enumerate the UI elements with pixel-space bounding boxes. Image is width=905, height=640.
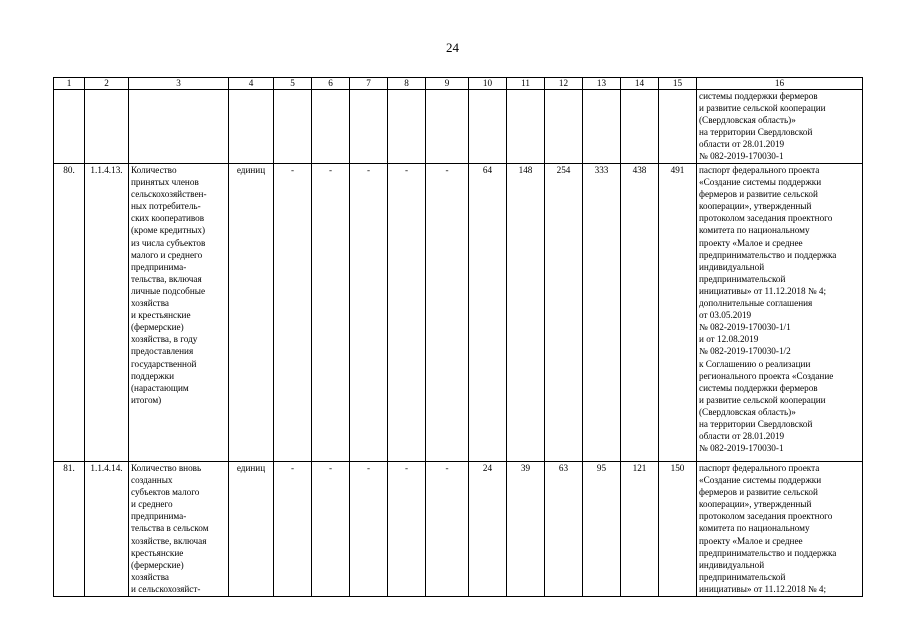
indicator-name-cell: Количество принятых членов сельскохозяйствен- ных потребитель- ских кооперативов (кроме кредитных) из числа субъектов малого и среднего предпринима- тельства, включая личные подсобные хозяйства и крестьянские (фермерские) хозяйства, в году предоставления государственной поддержки (нарастающим итогом) [129,164,229,462]
value-cell: - [312,462,350,597]
column-header: 14 [621,78,659,90]
column-header: 5 [274,78,312,90]
table-cell [469,90,507,164]
table-cell [129,90,229,164]
value-cell: 64 [469,164,507,462]
source-document-cell: системы поддержки фермеров и развитие сельской кооперации (Свердловская область)» на территории Свердловской области от 28.01.2019 № 082-2019-170030-1 [697,90,863,164]
value-cell: 63 [545,462,583,597]
table-cell [659,90,697,164]
value-cell: - [388,462,426,597]
table-cell [426,90,469,164]
value-cell: - [426,462,469,597]
table-row [54,90,863,164]
value-cell: - [350,462,388,597]
value-cell: - [274,164,312,462]
table-cell [312,90,350,164]
column-header: 8 [388,78,426,90]
row-number-cell: 80. [54,164,85,462]
column-header: 15 [659,78,697,90]
data-table [53,77,863,597]
unit-cell: единиц [229,462,274,597]
table-cell [350,90,388,164]
column-header: 16 [697,78,863,90]
value-cell: 39 [507,462,545,597]
table-row [54,164,863,462]
indicator-code-cell: 1.1.4.13. [85,164,129,462]
column-header: 3 [129,78,229,90]
table-cell [85,90,129,164]
column-header: 7 [350,78,388,90]
value-cell: 121 [621,462,659,597]
table-cell [507,90,545,164]
column-header: 10 [469,78,507,90]
value-cell: 148 [507,164,545,462]
table-cell [229,90,274,164]
column-header: 13 [583,78,621,90]
value-cell: 254 [545,164,583,462]
column-header: 2 [85,78,129,90]
header-row [54,78,863,90]
table-cell [621,90,659,164]
column-header: 4 [229,78,274,90]
value-cell: 150 [659,462,697,597]
column-header: 12 [545,78,583,90]
column-header: 9 [426,78,469,90]
unit-cell: единиц [229,164,274,462]
value-cell: - [312,164,350,462]
indicator-code-cell: 1.1.4.14. [85,462,129,597]
row-number-cell: 81. [54,462,85,597]
value-cell: - [388,164,426,462]
column-header: 11 [507,78,545,90]
value-cell: 95 [583,462,621,597]
table-cell [545,90,583,164]
value-cell: 438 [621,164,659,462]
page-number: 24 [446,40,459,55]
indicator-name-cell: Количество вновь созданных субъектов малого и среднего предпринима- тельства в сельском хозяйстве, включая крестьянские (фермерские) хозяйства и сельскохозяйст- [129,462,229,597]
table-cell [583,90,621,164]
value-cell: 333 [583,164,621,462]
table-cell [54,90,85,164]
table-cell [274,90,312,164]
table-cell [388,90,426,164]
value-cell: - [426,164,469,462]
value-cell: - [274,462,312,597]
column-header: 1 [54,78,85,90]
source-document-cell: паспорт федерального проекта «Создание системы поддержки фермеров и развитие сельской кооперации», утвержденный протоколом заседания проектного комитета по национальному проекту «Малое и среднее предпринимательство и поддержка индивидуальной предпринимательской инициативы» от 11.12.2018 № 4; дополнительные соглашения от 03.05.2019 № 082-2019-170030-1/1 и от 12.08.2019 № 082-2019-170030-1/2 к Соглашению о реализации регионального проекта «Создание системы поддержки фермеров и развитие сельской кооперации (Свердловская область)» на территории Свердловской области от 28.01.2019 № 082-2019-170030-1 [697,164,863,462]
value-cell: 24 [469,462,507,597]
value-cell: - [350,164,388,462]
source-document-cell: паспорт федерального проекта «Создание системы поддержки фермеров и развитие сельской кооперации», утвержденный протоколом заседания проектного комитета по национальному проекту «Малое и среднее предпринимательство и поддержка индивидуальной предпринимательской инициативы» от 11.12.2018 № 4; [697,462,863,597]
table-row [54,462,863,597]
value-cell: 491 [659,164,697,462]
column-header: 6 [312,78,350,90]
